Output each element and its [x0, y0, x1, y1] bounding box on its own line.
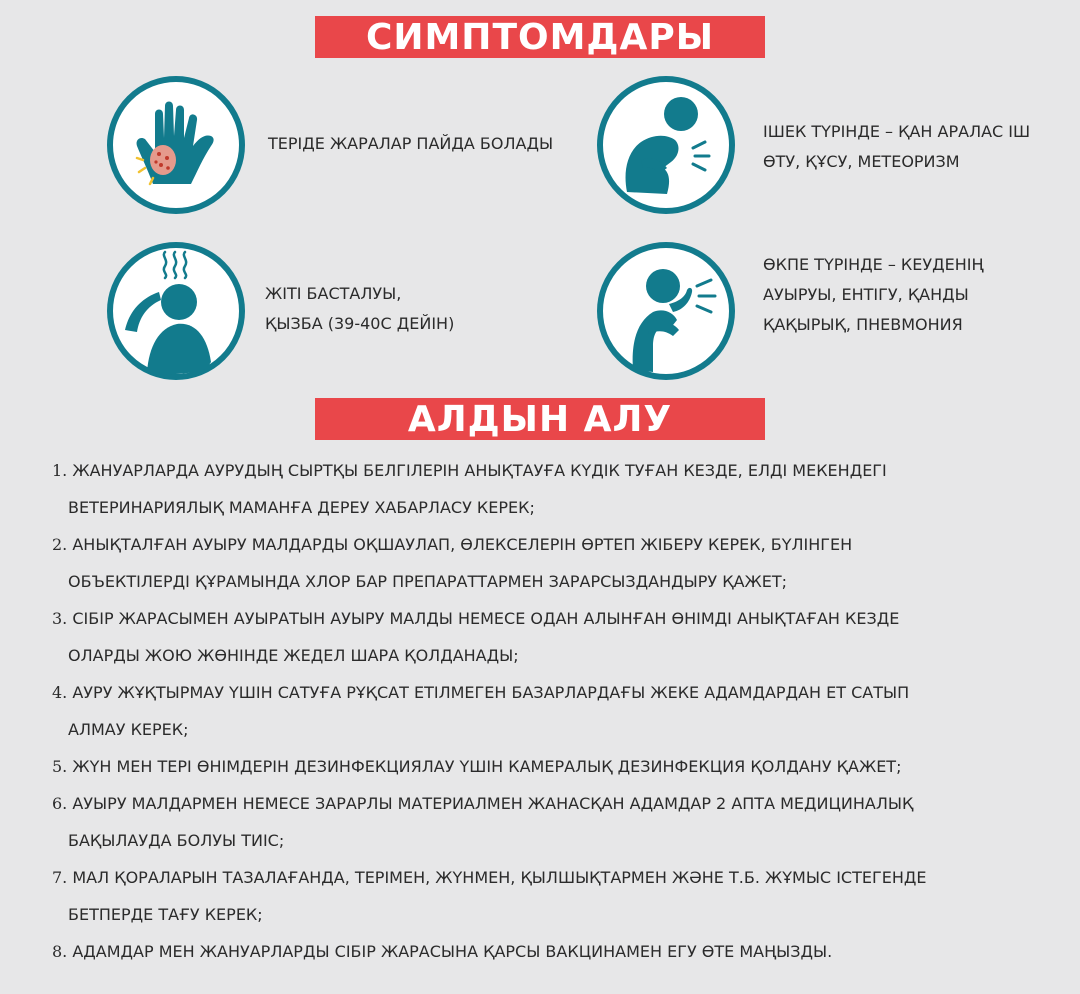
- prevention-item: 3. СІБІР ЖАРАСЫМЕН АУЫРАТЫН АУЫРУ МАЛДЫ НЕМЕСЕ ОДАН АЛЫНҒАН ӨНІМДІ АНЫҚТАҒАН КЕЗДЕ ОЛАРДЫ ЖОЮ ЖӨНІНДЕ ЖЕДЕЛ ШАРА ҚОЛДАНАДЫ;: [52, 609, 900, 665]
- prevention-item: 5. ЖҮН МЕН ТЕРІ ӨНІМДЕРІН ДЕЗИНФЕКЦИЯЛАУ ҮШІН КАМЕРАЛЫҚ ДЕЗИНФЕКЦИЯ ҚОЛДАНУ ҚАЖЕТ;: [52, 757, 902, 776]
- prevention-title-banner: АЛДЫН АЛУ: [315, 398, 765, 440]
- symptom-text-pulmonary: ӨКПЕ ТҮРІНДЕ – КЕУДЕНІҢ АУЫРУЫ, ЕНТІГУ, ҚАНДЫ ҚАҚЫРЫҚ, ПНЕВМОНИЯ: [763, 255, 984, 334]
- hand-rash-icon: [107, 76, 245, 214]
- symptom-text-fever: ЖІТІ БАСТАЛУЫ, ҚЫЗБА (39-40С ДЕЙІН): [265, 284, 455, 333]
- prevention-item: 6. АУЫРУ МАЛДАРМЕН НЕМЕСЕ ЗАРАРЛЫ МАТЕРИАЛМЕН ЖАНАСҚАН АДАМДАР 2 АПТА МЕДИЦИНАЛЫҚ БАҚЫЛАУДА БОЛУЫ ТИІС;: [52, 794, 914, 850]
- prevention-list: [52, 452, 1042, 970]
- symptom-text-skin: ТЕРІДЕ ЖАРАЛАР ПАЙДА БОЛАДЫ: [268, 134, 554, 153]
- symptom-text-intestinal: ІШЕК ТҮРІНДЕ – ҚАН АРАЛАС ІШ ӨТУ, ҚҰСУ, МЕТЕОРИЗМ: [763, 122, 1031, 171]
- prevention-item: 7. МАЛ ҚОРАЛАРЫН ТАЗАЛАҒАНДА, ТЕРІМЕН, ЖҮНМЕН, ҚЫЛШЫҚТАРМЕН ЖӘНЕ Т.Б. ЖҰМЫС ІСТЕГЕНДЕ БЕТПЕРДЕ ТАҒУ КЕРЕК;: [52, 868, 927, 924]
- prevention-item: 8. АДАМДАР МЕН ЖАНУАРЛАРДЫ СІБІР ЖАРАСЫНА ҚАРСЫ ВАКЦИНАМЕН ЕГУ ӨТЕ МАҢЫЗДЫ.: [52, 942, 833, 961]
- symptoms-title-banner: СИМПТОМДАРЫ: [315, 16, 765, 58]
- stomach-pain-icon: [597, 76, 735, 214]
- cough-icon: [597, 242, 735, 380]
- prevention-item: 2. АНЫҚТАЛҒАН АУЫРУ МАЛДАРДЫ ОҚШАУЛАП, ӨЛЕКСЕЛЕРІН ӨРТЕП ЖІБЕРУ КЕРЕК, БҮЛІНГЕН ОБЪЕКТІЛЕРДІ ҚҰРАМЫНДА ХЛОР БАР ПРЕПАРАТТАРМЕН ЗАРАРСЫЗДАНДЫРУ ҚАЖЕТ;: [52, 535, 853, 591]
- fever-headache-icon: [107, 242, 245, 380]
- prevention-item: 1. ЖАНУАРЛАРДА АУРУДЫҢ СЫРТҚЫ БЕЛГІЛЕРІН АНЫҚТАУҒА КҮДІК ТУҒАН КЕЗДЕ, ЕЛДІ МЕКЕНДЕГІ ВЕТЕРИНАРИЯЛЫҚ МАМАНҒА ДЕРЕУ ХАБАРЛАСУ КЕРЕК;: [52, 461, 887, 517]
- prevention-item: 4. АУРУ ЖҰҚТЫРМАУ ҮШІН САТУҒА РҰҚСАТ ЕТІЛМЕГЕН БАЗАРЛАРДАҒЫ ЖЕКЕ АДАМДАРДАН ЕТ САТЫП АЛМАУ КЕРЕК;: [52, 683, 910, 739]
